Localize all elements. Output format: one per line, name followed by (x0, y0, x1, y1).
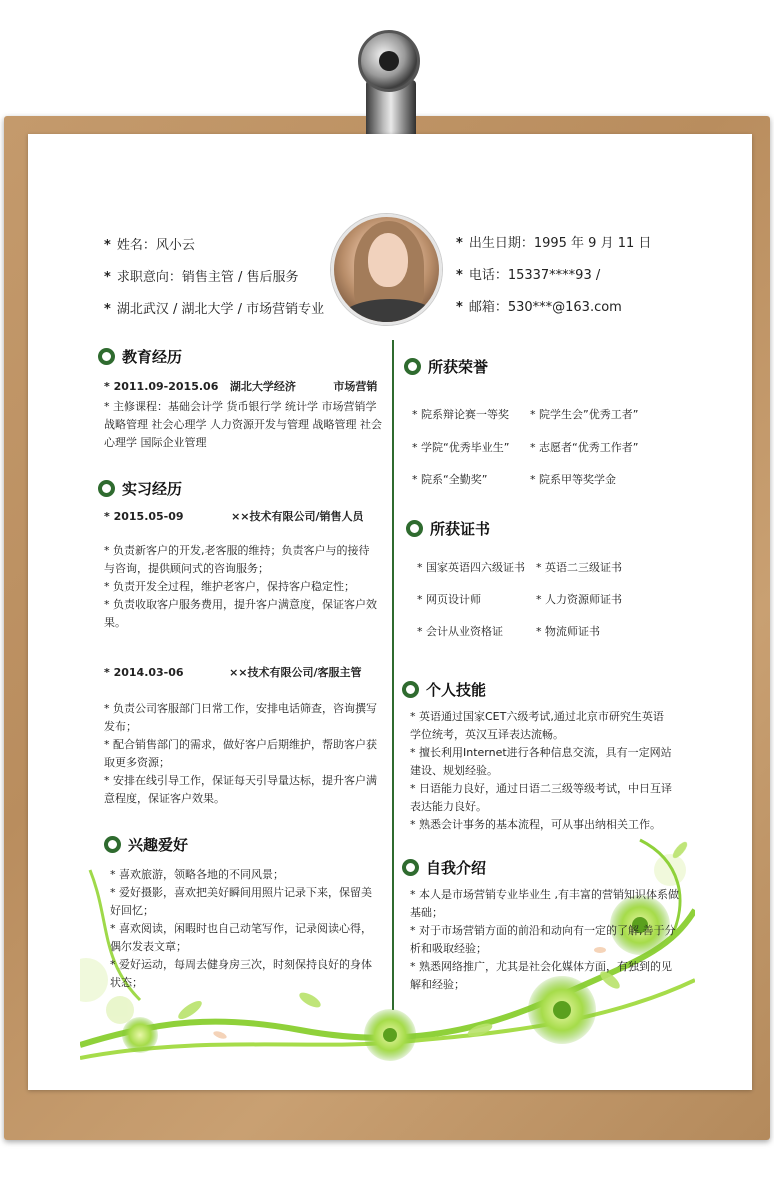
hobbies-text: * 喜欢旅游，领略各地的不同风景； * 爱好摄影，喜欢把美好瞬间用照片记录下来，保留美好回忆； * 喜欢阅读，闲暇时也自己动笔写作，记录阅读心得，偶尔发表文章； * 爱好运动，每周去健身房三次，时刻保持良好的身体状态； (110, 868, 372, 989)
honors-heading: 所获荣誉 (404, 356, 488, 377)
bullet-dot-icon (404, 358, 421, 375)
education-line: * 2011.09-2015.06 湖北大学经济 市场营销 (104, 380, 378, 393)
skills-text: * 英语通过国家CET六级考试,通过北京市研究生英语学位统考，英汉互译表达流畅。 * 擅长利用Internet进行各种信息交流，具有一定网站建设、规划经验。 * 日语能力良好，通过日语二三级等级考试，中日互译表达能力良好。 * 熟悉会计事务的基本流程，可从事出纳相关工作。 (410, 710, 672, 831)
bullet-dot-icon (98, 348, 115, 365)
name-line: * 姓名：风小云 (104, 238, 195, 253)
avatar (331, 214, 442, 325)
job1-description: * 负责新客户的开发,老客服的维持；负责客户与的接待与咨询，提供顾问式的咨询服务； * 负责开发全过程，维护老客户，保持客户稳定性； * 负责收取客户服务费用，提升客户满意度，保证客户效果。 (104, 544, 377, 629)
skills-heading: 个人技能 (402, 679, 486, 700)
job2-description: * 负责公司客服部门日常工作，安排电话筛查，咨询撰写发布； * 配合销售部门的需求，做好客户后期维护，帮助客户获取更多资源； * 安排在线引导工作，保证每天引导量达标，提升客户满意程度，保证客户效果。 (104, 702, 377, 805)
certificate-item: * 英语二三级证书 (536, 561, 622, 574)
phone-line: * 电话：15337****93 / (456, 268, 601, 283)
hobbies-heading: 兴趣爱好 (104, 834, 188, 855)
location-line: * 湖北武汉 / 湖北大学 / 市场营销专业 (104, 302, 325, 317)
job2-header: * 2014.03-06 ××技术有限公司/客服主管 (104, 666, 362, 679)
certificate-item: * 会计从业资格证 (417, 625, 503, 638)
internship-heading: 实习经历 (98, 478, 182, 499)
bullet-dot-icon (402, 681, 419, 698)
bullet-dot-icon (98, 480, 115, 497)
intent-line: * 求职意向：销售主管 / 售后服务 (104, 270, 299, 285)
about-text: * 本人是市场营销专业毕业生 ,有丰富的营销知识体系做基础； * 对于市场营销方面的前沿和动向有一定的了解,善于分析和吸取经验； * 熟悉网络推广，尤其是社会化媒体方面，有独到的见解和经验； (410, 888, 679, 991)
job1-header: * 2015.05-09 ××技术有限公司/销售人员 (104, 510, 364, 523)
bullet-dot-icon (402, 859, 419, 876)
email-line: * 邮箱：530***@163.com (456, 300, 622, 315)
birth-line: * 出生日期：1995 年 9 月 11 日 (456, 236, 652, 251)
honor-item: * 志愿者“优秀工作者” (530, 441, 639, 454)
honor-item: * 院学生会”优秀工者” (530, 408, 639, 421)
honor-item: * 院系“全勤奖” (412, 473, 488, 486)
certificates-heading: 所获证书 (406, 518, 490, 539)
honor-item: * 学院“优秀毕业生” (412, 441, 510, 454)
honor-item: * 院系辩论赛一等奖 (412, 408, 509, 421)
certificate-item: * 人力资源师证书 (536, 593, 622, 606)
education-heading: 教育经历 (98, 346, 182, 367)
honor-item: * 院系甲等奖学金 (530, 473, 616, 486)
certificate-item: * 网页设计师 (417, 593, 481, 606)
certificate-item: * 物流师证书 (536, 625, 600, 638)
certificate-item: * 国家英语四六级证书 (417, 561, 525, 574)
bullet-dot-icon (406, 520, 423, 537)
about-heading: 自我介绍 (402, 857, 486, 878)
education-courses: * 主修课程：基础会计学 货币银行学 统计学 市场营销学 战略管理 社会心理学 人力资源开发与管理 战略管理 社会心理学 国际企业管理 (104, 400, 382, 449)
